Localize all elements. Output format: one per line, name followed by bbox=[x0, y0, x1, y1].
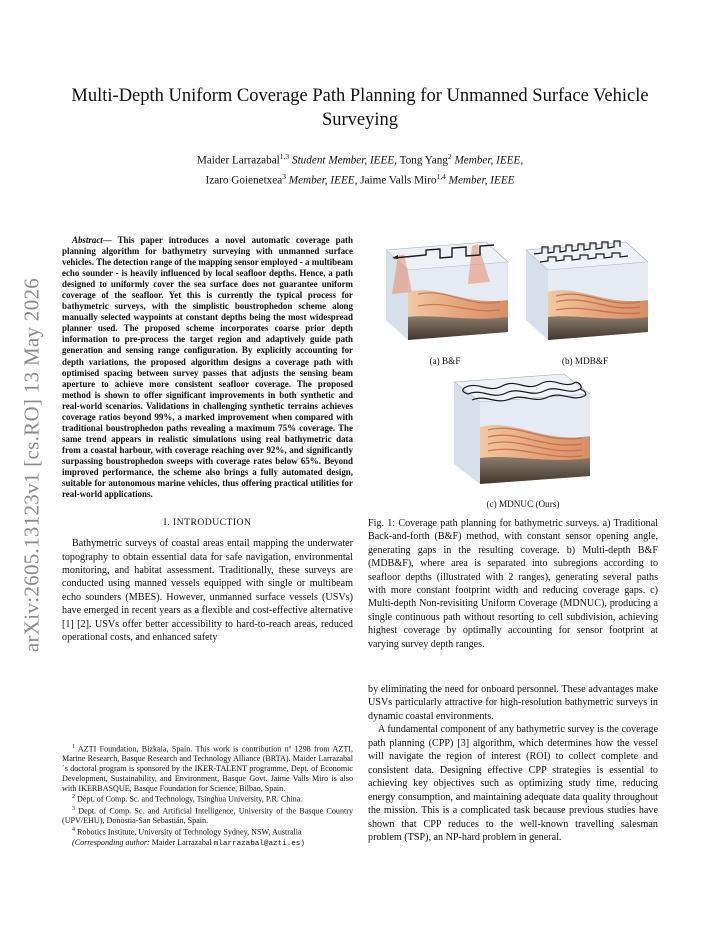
footnote-text: Dept. of Comp. Sc. and Technology, Tsinghua University, P.R. China. bbox=[77, 795, 303, 805]
panel-c-mdnuc bbox=[454, 374, 590, 484]
author-affiliation: 1,3 bbox=[279, 152, 290, 161]
arxiv-id: arXiv:2605.13123v1 [cs.RO] 13 May 2026 bbox=[19, 277, 44, 653]
author-affiliation: 3 bbox=[282, 171, 286, 181]
author-block bbox=[60, 149, 660, 188]
arxiv-sidebar-stamp bbox=[16, 250, 48, 680]
subcaption-b: (b) MDB&F bbox=[561, 356, 609, 366]
footnotes bbox=[62, 743, 353, 849]
author-role: Member, IEEE bbox=[448, 174, 515, 187]
footnote-text: AZTI Foundation, Bizkaia, Spain. This work is contribution nº 1298 from AZTI, Marine Research, Basque Research and Technology Alliance (BRTA). Maider Larrazabal´s doctoral program is sponsored by the IKER-TALENT programme, Dept. of Economic Development, Sustainability, and Environment, Basque Govt. Jaime Valls Miro is also with IKERBASQUE, Basque Foundation for Science, Bilbao, Spain. bbox=[62, 744, 354, 793]
corresponding-email[interactable]: mlarrazabal@azti.es) bbox=[213, 839, 305, 848]
corresponding-label: (Corresponding author: bbox=[72, 837, 150, 847]
author-role: Member, IEEE, bbox=[288, 174, 358, 187]
figure-1 bbox=[368, 222, 658, 512]
figure-caption: Fig. 1: Coverage path planning for bathymetric surveys. a) Traditional Back-and-forth (B&F) method, with constant sensor opening angle, generating gaps in the resulting coverage. b) Multi-depth B&F (MDB&F), where area is separated into subregions according to seafloor depths (illustrated with 2 ranges), generating several paths with more constant footprint width and reducing coverage gaps. c) Multi-depth Non-revisiting Uniform Coverage (MDNUC), producing a single continuous path without resorting to cell subdivision, achieving highest coverage by optimally accounting for sensor footprint at varying survey depth ranges. bbox=[368, 518, 658, 650]
footnote-text: Dept. of Comp. Sc. and Artificial Intelligence, University of the Basque Country (UPV/EHU), Donostia-San Sebastián, Spain. bbox=[62, 806, 353, 826]
author-name: Maider Larrazabal bbox=[196, 154, 280, 167]
author-name: Jaime Valls Miro bbox=[360, 174, 437, 187]
section-heading-introduction: I. INTRODUCTION bbox=[163, 517, 252, 529]
footnote-mark: 1 bbox=[72, 744, 75, 750]
author-line-2 bbox=[60, 169, 660, 189]
author-role: Student Member, IEEE, bbox=[291, 154, 397, 167]
figure-1-illustrations bbox=[368, 222, 658, 512]
right-paragraph-2: A fundamental component of any bathymetric survey is the coverage path planning (CPP) [3] algorithm, which determines how the vessel will navigate the region of interest (ROI) to collect complete and consistent data. Designing effective CPP strategies is essential to achieving key objectives such as optimizing study time, reducing energy consumption, and maintaining adequate data quality throughout the mission. This is a complicated task because previous studies have shown that CPP reduces to the well-known travelling salesman problem (TSP), an NP-hard problem in general. bbox=[368, 724, 658, 843]
right-paragraph-1: by eliminating the need for onboard personnel. These advantages make USVs particularly attractive for high-resolution bathymetric surveys in dynamic coastal environments. bbox=[368, 684, 658, 722]
footnote-mark: 2 bbox=[72, 794, 75, 801]
abstract-lead: Abstract bbox=[72, 235, 103, 245]
author-name: Izaro Goienetxea bbox=[205, 174, 283, 187]
author-line-1 bbox=[60, 149, 660, 169]
intro-paragraph: Bathymetric surveys of coastal areas entail mapping the underwater topography to obtain essential data for safe navigation, environmental monitoring, and habitat assessment. Traditionally, these surveys are conducted using manned vessels equipped with single or multibeam echo sounders (MBES). However, unmanned surface vessels (USVs) have emerged in recent years as a flexible and cost-effective alternative [1] [2]. USVs offer better accessibility to hard-to-reach areas, reduced operational costs, and enhanced safety bbox=[62, 538, 353, 644]
right-column-body bbox=[368, 683, 658, 844]
corresponding-name: Maider Larrazabal bbox=[151, 837, 212, 847]
author-affiliation: 1,4 bbox=[436, 171, 446, 181]
footnote-4 bbox=[62, 826, 353, 837]
subcaption-a: (a) B&F bbox=[429, 356, 461, 366]
author-affiliation: 2 bbox=[447, 152, 452, 161]
footnote-mark: 3 bbox=[72, 805, 75, 812]
footnote-2 bbox=[62, 793, 353, 804]
abstract bbox=[62, 235, 353, 500]
author-role: Member, IEEE, bbox=[454, 154, 524, 167]
footnote-1 bbox=[62, 743, 353, 793]
footnote-3 bbox=[62, 805, 353, 826]
abstract-text: — This paper introduces a novel automatic coverage path planning algorithm for bathymetry surveying with unmanned surface vehicles. The detection range of the mapping sensor employed - a multibeam echo sounder - is heavily influenced by local seafloor depths. Hence, a path designed to uniformly cover the sea surface does not guarantee uniform coverage of the seafloor. Yet this is currently the typical process for bathymetric surveys, with the simplistic boustrophedon scheme along manually selected waypoints at constant depths being the most widespread planner used. The proposed scheme incorporates coarse prior depth information to pre-process the target region and adaptively guide path generation and sensing range configuration. By explicitly accounting for depth variations, the proposed algorithm designs a coverage path with optimised spacing between survey passes that adjusts the sensing beam aperture to achieve more consistent seafloor coverage. The proposed method is shown to offer significant improvements in both synthetic and real-world scenarios. Validations in challenging synthetic terrains achieves coverage ratios beyond 99%, a marked improvement when compared with traditional boustrophedon paths revealing a maximum 75% coverage. The same trend appears in realistic simulations using real bathymetric data from a coastal harbour, with coverage reaching over 92%, and significantly surpassing boustrophedon sweeps with coverage rates below 65%. Beyond improved performance, the scheme also brings a fully automated design, suitable for autonomous marine vehicles, thus offering practical utilities for real-world applications. bbox=[62, 235, 353, 500]
footnote-mark: 4 bbox=[72, 827, 75, 834]
left-column bbox=[62, 235, 353, 645]
subcaption-c: (c) MDNUC (Ours) bbox=[486, 499, 560, 509]
paper-title: Multi-Depth Uniform Coverage Path Planning for Unmanned Surface Vehicle Surveying bbox=[71, 86, 649, 130]
corresponding-author bbox=[62, 838, 353, 850]
panel-a-bf bbox=[386, 242, 508, 340]
panel-b-mdbf bbox=[526, 241, 648, 340]
author-name: Tong Yang bbox=[399, 154, 448, 167]
footnote-text: Robotics Institute, University of Technology Sydney, NSW, Australia bbox=[77, 827, 302, 837]
